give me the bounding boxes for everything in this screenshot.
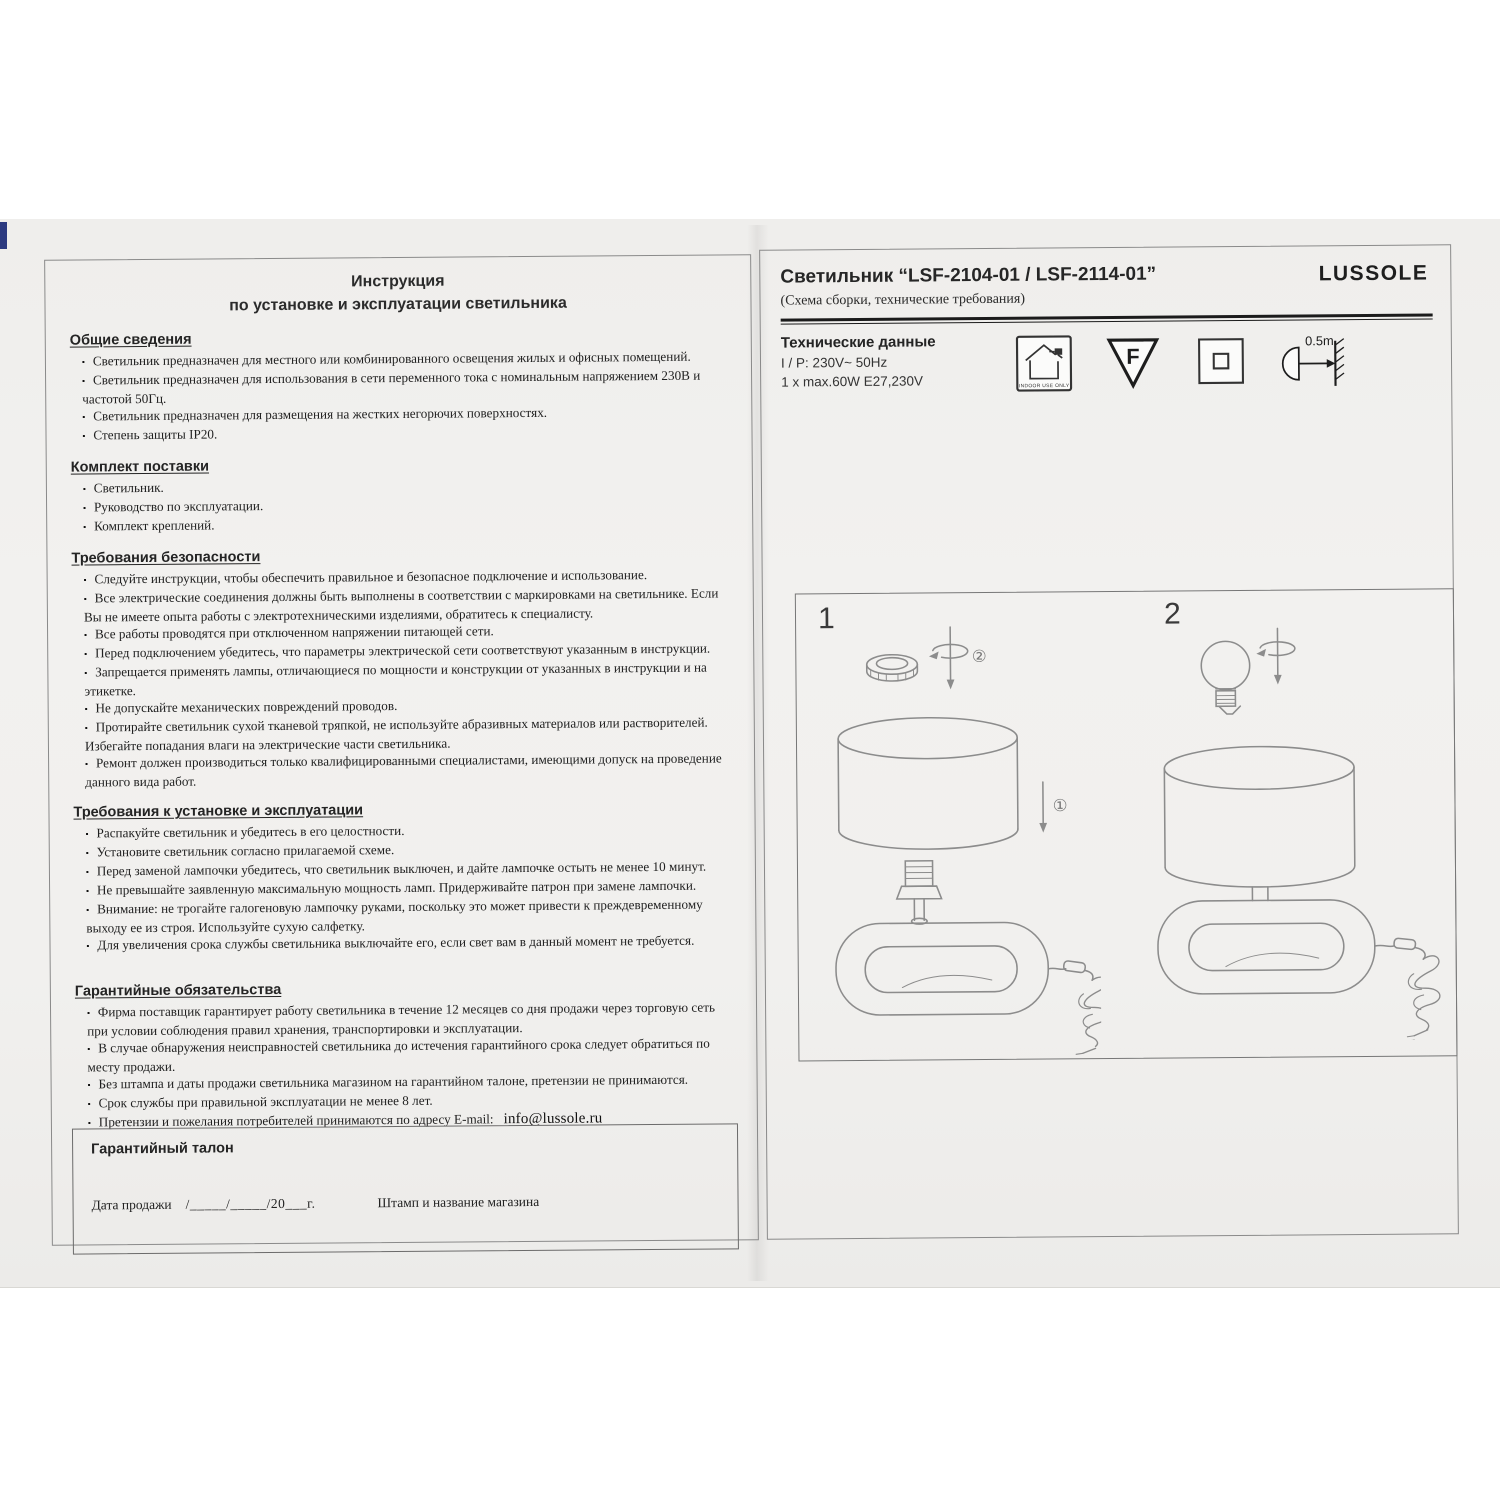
section-heading: Требования к установке и эксплуатации — [73, 802, 364, 821]
svg-text:F: F — [1126, 343, 1140, 369]
bullet-text: Установите светильник согласно прилагаемой схеме. — [96, 842, 395, 860]
bullet-text: Протирайте светильник сухой тканевой тряпкой, не используйте абразивных материалов или растворителей. Избегайте попадания влаги на электрические части светильника. — [84, 714, 708, 754]
warranty-coupon-box — [72, 1123, 739, 1254]
section-heading: Гарантийные обязательства — [74, 982, 282, 1000]
bullet-square-icon: ▪ — [81, 357, 85, 367]
bullet-text: Не превышайте заявленную максимальную мощность ламп. Придерживайте патрон при замене лампочки. — [96, 878, 697, 898]
bullet-text: Претензии и пожелания потребителей принимаются по адресу E-mail: — [98, 1111, 494, 1130]
bullet-square-icon: ▪ — [82, 484, 86, 494]
bullet-text: Распакуйте светильник и убедитесь в его целостности. — [96, 823, 405, 841]
bullet-text: Запрещается применять лампы, отличающиеся по мощности и конструкции от указанных в инструкции и на этикетке. — [84, 659, 707, 699]
bullet-square-icon: ▪ — [85, 848, 89, 858]
f-mark-icon — [1105, 334, 1161, 390]
step-2-number: 2 — [1163, 597, 1181, 631]
bullet-item — [72, 659, 729, 700]
bullet-item — [72, 585, 729, 626]
warranty-row — [92, 1193, 720, 1214]
bullet-square-icon: ▪ — [86, 941, 90, 951]
sections-container — [70, 328, 733, 1133]
stamp-label: Штамп и название магазина — [377, 1193, 540, 1211]
bullet-text: Светильник предназначен для размещения на жестких негорючих поверхностях. — [93, 405, 548, 424]
bullet-text: Перед подключением убедитесь, что параметры электрической сети соответствуют указанным в инструкции. — [95, 640, 711, 661]
product-title: Светильник “LSF-2104-01 / LSF-2114-01” — [780, 263, 1157, 288]
instruction-page — [44, 254, 759, 1246]
brand-logo: LUSSOLE — [1318, 261, 1429, 286]
class-ii-insulation-icon — [1193, 333, 1249, 389]
warranty-title: Гарантийный талон — [91, 1140, 234, 1158]
bullet-text: Руководство по эксплуатации. — [93, 498, 264, 515]
bullet-text: Светильник. — [93, 480, 164, 496]
bullet-item — [74, 932, 731, 956]
callout-2: ② — [971, 646, 987, 666]
bullet-item — [74, 896, 731, 937]
bullet-item — [71, 513, 728, 537]
bullet-text: Следуйте инструкции, чтобы обеспечить правильное и безопасное подключение и использование. — [94, 567, 648, 587]
bullet-text: Комплект креплений. — [94, 517, 215, 534]
bullet-text: Фирма поставщик гарантирует работу светильника в течение 12 месяцев со дня продажи через торговую сеть при условии соблюдения правил хранения, транспортировки и эксплуатации. — [87, 999, 716, 1039]
bullet-square-icon: ▪ — [83, 522, 87, 532]
bullet-text: Светильник предназначен для использования в сети переменного тока с номинальным напряжением 230В и частотой 50Гц. — [82, 368, 701, 407]
bullet-square-icon: ▪ — [82, 431, 86, 441]
bullet-square-icon: ▪ — [84, 630, 87, 640]
bullet-square-icon: ▪ — [83, 503, 86, 513]
bullet-text: Перед заменой лампочки убедитесь, что светильник выключен, и дайте лампочке остыть не менее 10 минут. — [96, 858, 707, 879]
bullet-text: Все электрические соединения должны быть выполнены в соответствии с маркировками на светильнике. Если Вы не имеете опыта работы с электротехническими изделиями, обратитесь к специалисту. — [83, 585, 719, 625]
bullet-text: Ремонт должен производиться только квалифицированными специалистами, имеющими допуск на проведение данного вида работ. — [85, 750, 722, 790]
callout-1: ① — [1052, 796, 1068, 816]
assembly-subtitle: (Схема сборки, технические требования) — [780, 291, 1026, 309]
svg-text:0.5m: 0.5m — [1305, 333, 1334, 349]
technical-data-row — [761, 319, 1452, 394]
bullet-square-icon: ▪ — [84, 704, 88, 714]
bullet-square-icon: ▪ — [85, 829, 89, 839]
bullet-text: Внимание: не трогайте галогеновую лампочку руками, поскольку это может привести к преждевременному выходу ее из строя. Используйте сухую салфетку. — [86, 897, 703, 936]
bullet-text: Светильник предназначен для местного или комбинированного освещения жилых и офисных помещений. — [92, 349, 691, 369]
title-line1: Инструкция — [351, 272, 445, 291]
page-title — [69, 267, 726, 319]
step-2-assembled-lamp-drawing — [1132, 619, 1445, 1041]
certification-icons — [1015, 332, 1351, 393]
tech-lamp: 1 x max.60W E27,230V — [781, 373, 924, 390]
svg-text:INDOOR USE ONLY: INDOOR USE ONLY — [1018, 383, 1070, 390]
indoor-use-only-icon — [1015, 334, 1073, 392]
contact-email: info@lussole.ru — [503, 1110, 603, 1128]
bullet-item — [70, 422, 727, 446]
bullet-square-icon: ▪ — [85, 759, 88, 769]
step-1-number: 1 — [817, 602, 835, 636]
sale-date-label: Дата продажи — [91, 1196, 172, 1213]
bullet-item — [73, 750, 730, 791]
bullet-square-icon: ▪ — [84, 668, 88, 678]
title-line2: по установке и эксплуатации светильника — [229, 294, 567, 315]
bullet-text: Срок службы при правильной эксплуатации не менее 8 лет. — [98, 1093, 433, 1111]
bullet-text: Для увеличения срока службы светильника выключайте его, если свет вам в данный момент не требуется. — [97, 933, 695, 953]
bullet-square-icon: ▪ — [87, 1008, 90, 1018]
bullet-square-icon: ▪ — [86, 905, 90, 915]
bullet-square-icon: ▪ — [87, 1118, 91, 1128]
bullet-text: Не допускайте механических повреждений проводов. — [95, 698, 398, 716]
bullet-square-icon: ▪ — [87, 1044, 91, 1054]
bullet-item — [75, 999, 732, 1040]
min-distance-icon — [1281, 332, 1351, 391]
assembly-header — [760, 257, 1450, 324]
bullet-square-icon: ▪ — [82, 412, 86, 422]
assembly-page — [759, 244, 1459, 1239]
section-heading: Общие сведения — [69, 332, 192, 349]
bullet-text: Степень защиты IP20. — [93, 426, 218, 443]
sale-date-blank: /_____/_____/20___г. — [185, 1195, 316, 1212]
tech-voltage: I / P: 230V~ 50Hz — [780, 354, 888, 371]
bullet-square-icon: ▪ — [84, 649, 88, 659]
bullet-square-icon: ▪ — [83, 575, 87, 585]
section-heading: Комплект поставки — [70, 458, 210, 476]
step-1-exploded-lamp-drawing — [806, 618, 1101, 1058]
bullet-square-icon: ▪ — [87, 1080, 91, 1090]
bullet-square-icon: ▪ — [84, 723, 88, 733]
bullet-square-icon: ▪ — [82, 376, 85, 386]
bullet-text: В случае обнаружения неисправностей светильника до истечения гарантийного срока следует обратиться по месту продажи. — [87, 1035, 710, 1075]
bullet-square-icon: ▪ — [86, 886, 89, 896]
bullet-square-icon: ▪ — [85, 867, 89, 877]
scan-edge-mark — [0, 222, 7, 249]
bullet-item — [73, 714, 730, 755]
bullet-text: Все работы проводятся при отключенном напряжении питающей сети. — [94, 623, 494, 642]
bullet-item — [75, 1035, 732, 1076]
bullet-text: Без штампа и даты продажи светильника магазином на гарантийном талоне, претензии не принимаются. — [98, 1072, 689, 1092]
section-heading: Требования безопасности — [71, 549, 261, 567]
bullet-item — [70, 367, 727, 408]
bullet-square-icon: ▪ — [87, 1099, 91, 1109]
tech-data-heading: Технические данные — [780, 333, 936, 352]
assembly-diagram-box — [795, 588, 1458, 1061]
bullet-square-icon: ▪ — [83, 594, 87, 604]
